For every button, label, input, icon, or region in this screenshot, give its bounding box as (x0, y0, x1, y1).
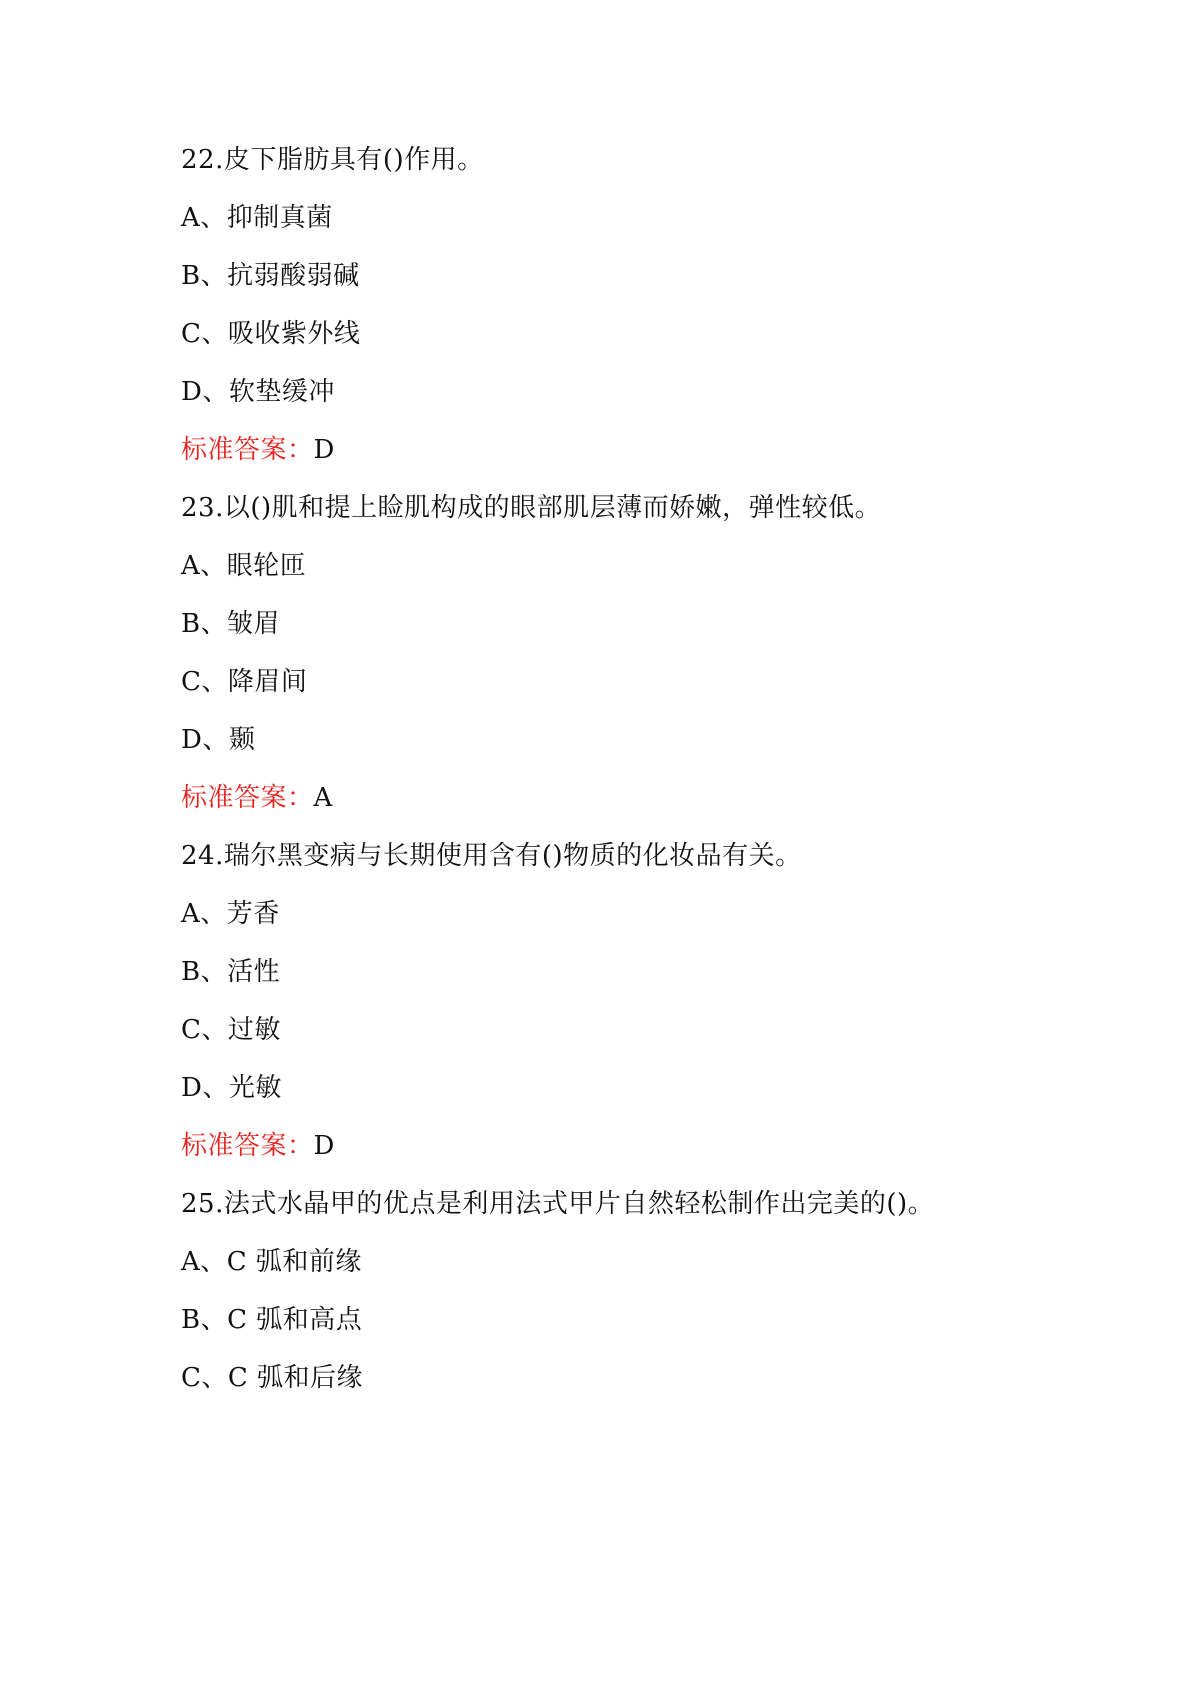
question-24-option-b: B、活性 (181, 957, 281, 987)
answer-label: 标准答案： (181, 783, 314, 813)
question-24-answer (181, 1129, 335, 1163)
question-23-stem: 23.以()肌和提上睑肌构成的眼部肌层薄而娇嫩，弹性较低。 (181, 493, 882, 523)
question-22-option-b: B、抗弱酸弱碱 (181, 261, 360, 291)
answer-value: D (313, 435, 335, 465)
question-23-option-c: C、降眉间 (181, 667, 308, 697)
question-24-option-a: A、芳香 (181, 899, 280, 929)
question-23-answer (181, 781, 333, 815)
answer-value: A (313, 783, 333, 813)
question-24-stem: 24.瑞尔黑变病与长期使用含有()物质的化妆品有关。 (181, 841, 802, 871)
question-24-option-d: D、光敏 (181, 1073, 282, 1103)
question-23-option-d: D、颞 (181, 725, 256, 755)
question-23-option-b: B、皱眉 (181, 609, 281, 639)
question-22-option-c: C、吸收紫外线 (181, 319, 361, 349)
answer-label: 标准答案： (181, 1131, 314, 1161)
answer-value: D (313, 1131, 335, 1161)
question-22-answer (181, 433, 335, 467)
question-22-stem: 22.皮下脂肪具有()作用。 (181, 145, 484, 175)
question-22-option-a: A、抑制真菌 (181, 203, 333, 233)
question-24-option-c: C、过敏 (181, 1015, 281, 1045)
question-25-option-b: B、C 弧和高点 (181, 1305, 363, 1335)
answer-label: 标准答案： (181, 435, 314, 465)
question-25-stem: 25.法式水晶甲的优点是利用法式甲片自然轻松制作出完美的()。 (181, 1189, 935, 1219)
question-22-option-d: D、软垫缓冲 (181, 377, 335, 407)
question-25-option-a: A、C 弧和前缘 (181, 1247, 362, 1277)
question-25-option-c: C、C 弧和后缘 (181, 1363, 364, 1393)
question-23-option-a: A、眼轮匝 (181, 551, 307, 581)
